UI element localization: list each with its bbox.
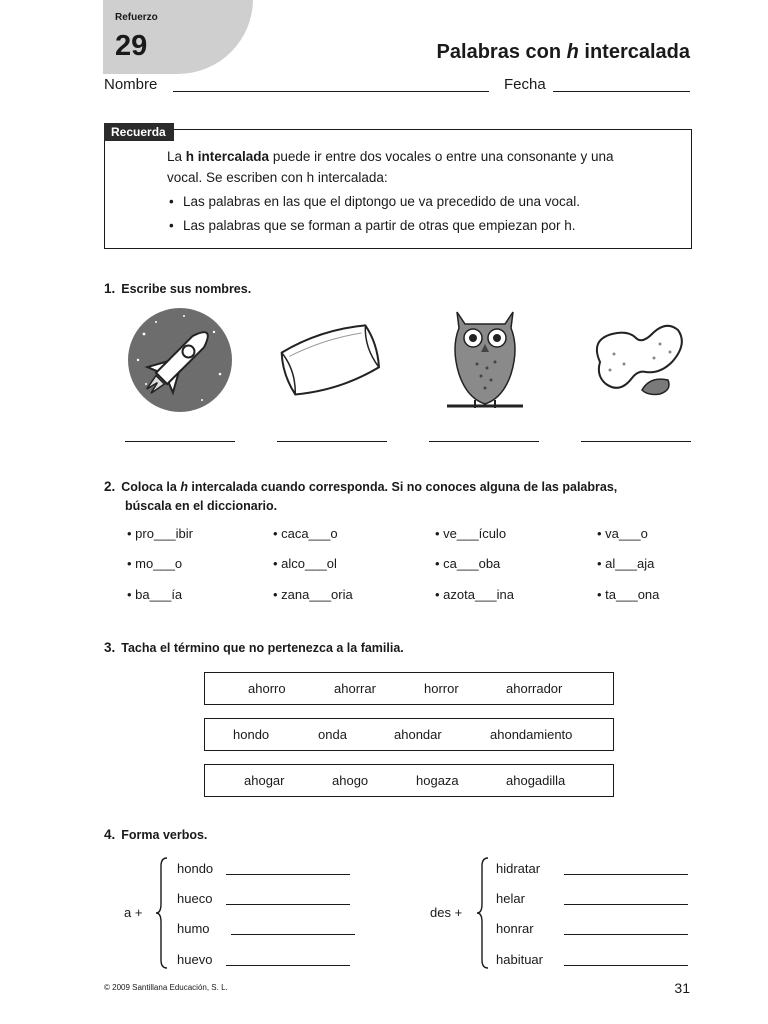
verb-answer-line[interactable] xyxy=(226,904,350,905)
verb-base: habituar xyxy=(496,952,543,967)
verb-base: hueco xyxy=(177,891,213,906)
date-field[interactable] xyxy=(553,91,690,92)
name-field[interactable] xyxy=(173,91,489,92)
ex4-title: 4. Forma verbos. xyxy=(104,827,208,842)
family-term[interactable]: ahorro xyxy=(248,681,286,696)
ex2-word[interactable]: • zana___oria xyxy=(273,587,353,602)
family-term[interactable]: hondo xyxy=(233,727,270,742)
left-brace xyxy=(155,856,169,970)
ex2-word[interactable]: • al___aja xyxy=(597,556,654,571)
verb-answer-line[interactable] xyxy=(564,965,688,966)
family-term[interactable]: onda xyxy=(318,727,347,742)
verb-answer-line[interactable] xyxy=(231,934,355,935)
family-term[interactable]: ahorrar xyxy=(334,681,376,696)
verb-base: huevo xyxy=(177,952,213,967)
verb-base: honrar xyxy=(496,921,534,936)
ex2-word[interactable]: • ba___ía xyxy=(127,587,182,602)
owl-image xyxy=(427,304,543,414)
rocket-image xyxy=(124,304,240,414)
family-term[interactable]: horror xyxy=(424,681,459,696)
ex1-answer-owl[interactable] xyxy=(429,441,539,442)
verb-base: hondo xyxy=(177,861,214,876)
verb-base: hidratar xyxy=(496,861,541,876)
family-term[interactable]: ahogadilla xyxy=(506,773,566,788)
recuerda-text xyxy=(167,146,637,236)
ex3-title: 3. Tacha el término que no pertenezca a la familia. xyxy=(104,640,404,655)
family-box-1 xyxy=(204,672,614,705)
right-brace xyxy=(476,856,490,970)
ex2-word[interactable]: • azota___ina xyxy=(435,587,514,602)
badge-label: Refuerzo xyxy=(115,12,158,23)
ex1-answer-rocket[interactable] xyxy=(125,441,235,442)
family-box-3 xyxy=(204,764,614,797)
family-term[interactable]: ahorrador xyxy=(506,681,563,696)
prefix-des: des + xyxy=(430,905,463,920)
ex2-word[interactable]: • ve___ículo xyxy=(435,526,506,541)
page-number: 31 xyxy=(674,980,690,996)
ex2-word[interactable]: • mo___o xyxy=(127,556,182,571)
family-term[interactable]: ahondamiento xyxy=(490,727,573,742)
recuerda-tag: Recuerda xyxy=(104,123,174,141)
verb-base: humo xyxy=(177,921,210,936)
ex2-word[interactable]: • va___o xyxy=(597,526,648,541)
family-term[interactable]: hogaza xyxy=(416,773,459,788)
prefix-a: a + xyxy=(124,905,143,920)
badge-number: 29 xyxy=(115,30,148,62)
ex2-word[interactable]: • ca___oba xyxy=(435,556,500,571)
verb-base: helar xyxy=(496,891,525,906)
name-label: Nombre xyxy=(104,76,158,93)
ex1-answer-peanut[interactable] xyxy=(581,441,691,442)
family-term[interactable]: ahondar xyxy=(394,727,442,742)
ex2-word[interactable]: • alco___ol xyxy=(273,556,337,571)
ex2-word[interactable]: • caca___o xyxy=(273,526,338,541)
ex2-word[interactable]: • ta___ona xyxy=(597,587,659,602)
ex2-title: 2. Coloca la h intercalada cuando corresponda. Si no conoces alguna de las palabras, búscala en el diccionario. xyxy=(104,479,618,513)
ex1-title: 1. Escribe sus nombres. xyxy=(104,281,252,296)
family-box-2 xyxy=(204,718,614,751)
recuerda-intro: La h intercalada puede ir entre dos vocales o entre una consonante y una vocal. Se escriben con h intercalada: xyxy=(167,149,614,185)
verb-answer-line[interactable] xyxy=(564,934,688,935)
pillow-image xyxy=(272,304,388,414)
verb-answer-line[interactable] xyxy=(226,965,350,966)
family-term[interactable]: ahogar xyxy=(244,773,285,788)
verb-answer-line[interactable] xyxy=(564,904,688,905)
copyright: © 2009 Santillana Educación, S. L. xyxy=(104,983,228,992)
family-term[interactable]: ahogo xyxy=(332,773,369,788)
page-title: Palabras con h intercalada xyxy=(436,41,690,63)
verb-answer-line[interactable] xyxy=(226,874,350,875)
peanut-image xyxy=(580,304,696,414)
ex2-word[interactable]: • pro___ibir xyxy=(127,526,193,541)
verb-answer-line[interactable] xyxy=(564,874,688,875)
recuerda-bullet-1: • Las palabras en las que el diptongo ue va precedido de una vocal. xyxy=(167,191,637,212)
recuerda-bullet-2: • Las palabras que se forman a partir de otras que empiezan por h. xyxy=(167,215,637,236)
ex1-answer-pillow[interactable] xyxy=(277,441,387,442)
date-label: Fecha xyxy=(504,76,546,93)
